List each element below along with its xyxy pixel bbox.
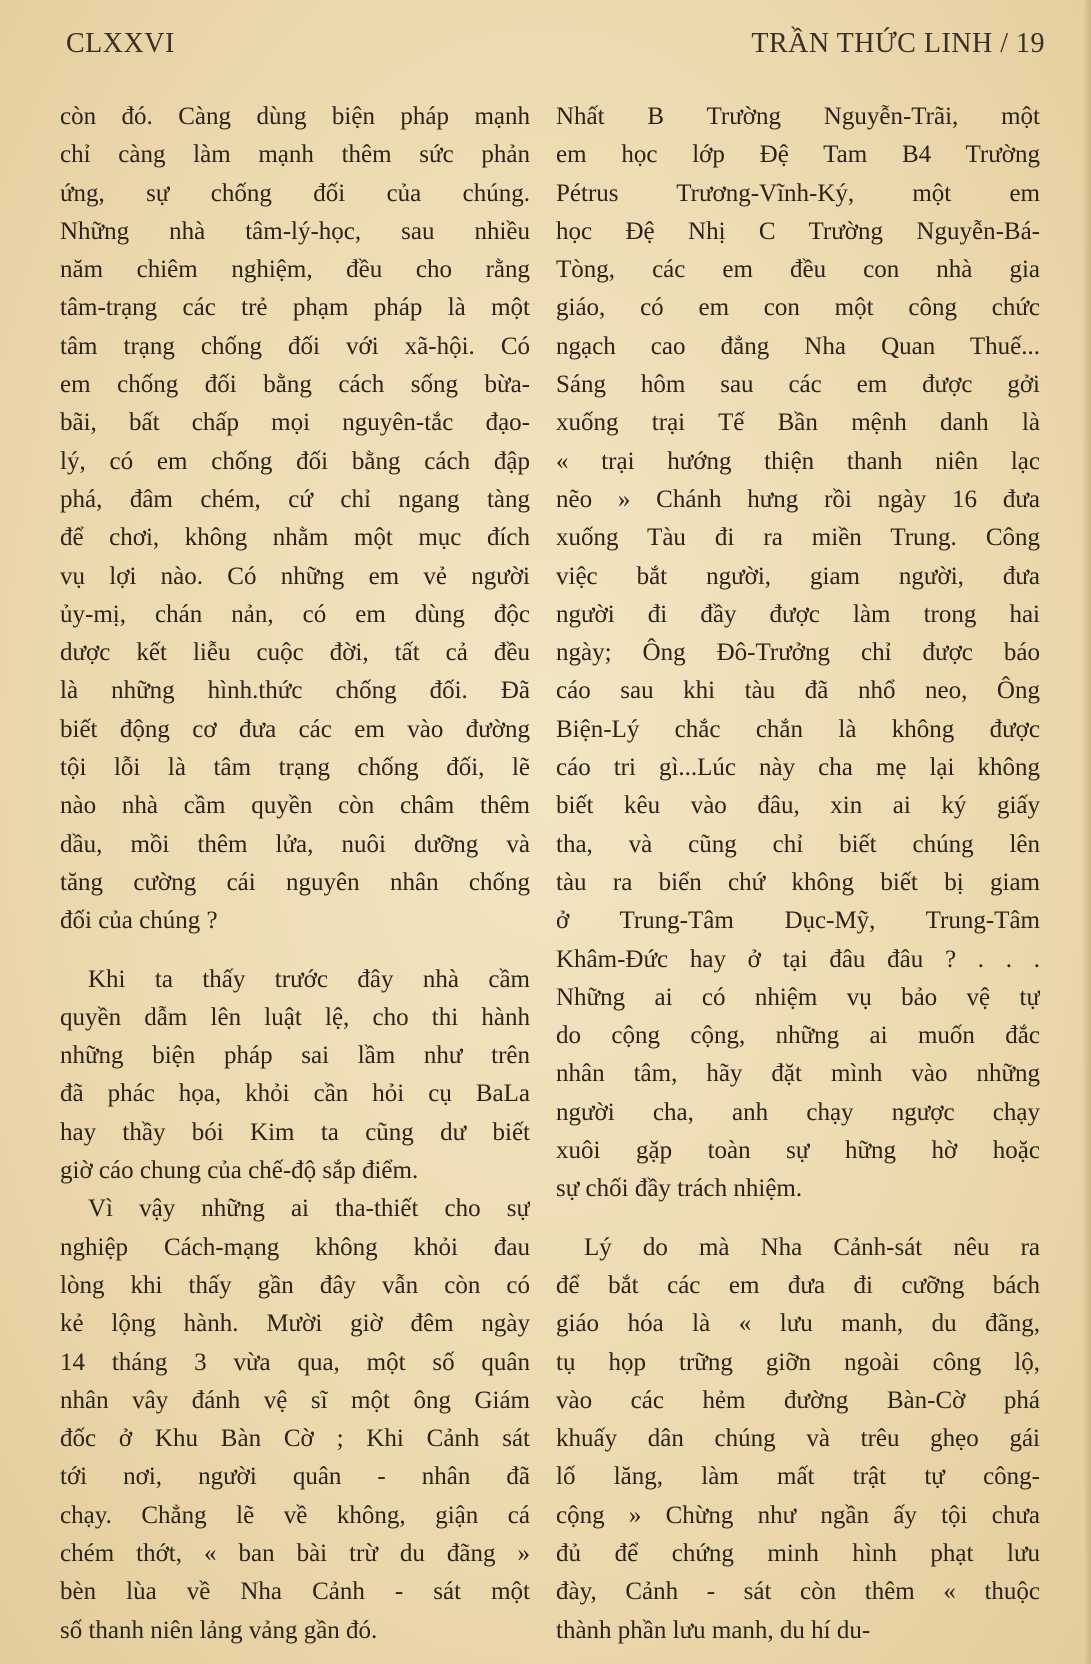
text-line: vào các hẻm đường Bàn-Cờ phá <box>556 1386 1040 1414</box>
text-line: để bắt các em đưa đi cưỡng bách <box>556 1271 1040 1299</box>
paragraph <box>556 1229 1040 1650</box>
text-line: ứng, sự chống đối của chúng. <box>60 179 530 207</box>
paragraph <box>60 98 530 941</box>
text-line: nghiệp Cách-mạng không khỏi đau <box>60 1233 530 1261</box>
text-line: sự chối đầy trách nhiệm. <box>556 1175 803 1203</box>
text-line: nào nhà cầm quyền còn châm thêm <box>60 792 530 820</box>
right-text-column <box>556 98 1040 1650</box>
text-line: Lý do mà Nha Cảnh-sát nêu ra <box>584 1233 1040 1261</box>
text-line: giờ cáo chung của chế-độ sắp điểm. <box>60 1157 419 1185</box>
text-line: lố lăng, làm mất trật tự công- <box>556 1463 1040 1491</box>
text-line: bãi, bất chấp mọi nguyên-tắc đạo- <box>60 409 530 437</box>
text-line: cộng » Chừng như ngần ấy tội chưa <box>556 1501 1040 1529</box>
page-header <box>66 28 1045 72</box>
text-line: tăng cường cái nguyên nhân chống <box>60 868 530 896</box>
text-line: chạy. Chẳng lẽ về không, giận cá <box>60 1501 530 1529</box>
text-line: ngạch cao đẳng Nha Quan Thuế... <box>556 332 1040 360</box>
text-line: để chơi, không nhằm một mục đích <box>60 524 530 552</box>
text-line: nẽo » Chánh hưng rồi ngày 16 đưa <box>556 485 1040 513</box>
text-line: tới nơi, người quân - nhân đã <box>60 1463 530 1491</box>
text-line: biết động cơ đưa các em vào đường <box>60 715 530 743</box>
text-line: đã phác họa, khỏi cần hỏi cụ BaLa <box>60 1080 530 1108</box>
text-line: tụ họp trững giỡn ngoài công lộ, <box>556 1348 1040 1376</box>
text-line: giáo hóa là « lưu manh, du đãng, <box>556 1310 1040 1338</box>
text-line: xuống Tàu đi ra miền Trung. Công <box>556 524 1040 552</box>
text-line: Biện-Lý chắc chắn là không được <box>556 715 1040 743</box>
text-line: Sáng hôm sau các em được gởi <box>556 371 1040 399</box>
text-line: giáo, có em con một công chức <box>556 294 1040 322</box>
text-line: Khâm-Đức hay ở tại đâu đâu ? . . . <box>556 945 1040 973</box>
text-line: hay thầy bói Kim ta cũng dư biết <box>60 1118 530 1146</box>
text-line: ủy-mị, chán nản, có em dùng độc <box>60 600 530 628</box>
text-line: còn đó. Càng dùng biện pháp mạnh <box>60 103 530 130</box>
text-line: Pétrus Trương-Vĩnh-Ký, một em <box>556 179 1040 207</box>
text-line: Những ai có nhiệm vụ bảo vệ tự <box>556 983 1040 1011</box>
text-line: phá, đâm chém, cứ chỉ ngang tàng <box>60 485 530 513</box>
text-line: vụ lợi nào. Có những em vẻ người <box>60 562 530 590</box>
text-line: dầu, mồi thêm lửa, nuôi dưỡng và <box>60 830 530 858</box>
text-line: Những nhà tâm-lý-học, sau nhiều <box>60 217 530 245</box>
text-line: nhân tâm, hãy đặt mình vào những <box>556 1060 1040 1088</box>
text-line: Tòng, các em đều con nhà gia <box>556 256 1040 284</box>
text-line: người cha, anh chạy ngược chạy <box>556 1098 1040 1126</box>
text-line: Khi ta thấy trước đây nhà cầm <box>88 965 530 993</box>
text-line: tâm-trạng các trẻ phạm pháp là một <box>60 294 530 322</box>
page-edge <box>1082 0 1091 1664</box>
text-line: năm chiêm nghiệm, đều cho rằng <box>60 256 530 284</box>
text-line: việc bắt người, giam người, đưa <box>556 562 1040 590</box>
text-line: người đi đầy được làm trong hai <box>556 600 1040 628</box>
text-line: lòng khi thấy gần đây vẫn còn có <box>60 1271 530 1299</box>
text-line: số thanh niên lảng vảng gần đó. <box>60 1616 378 1644</box>
text-line: đày, Cảnh - sát còn thêm « thuộc <box>556 1578 1040 1606</box>
text-line: xuôi gặp toàn sự hững hờ hoặc <box>556 1137 1040 1165</box>
text-line: bèn lùa về Nha Cảnh - sát một <box>60 1578 530 1606</box>
text-line: 14 tháng 3 vừa qua, một số quân <box>60 1348 530 1376</box>
text-line: ở Trung-Tâm Dục-Mỹ, Trung-Tâm <box>556 907 1040 935</box>
text-line: quyền dẫm lên luật lệ, cho thi hành <box>60 1003 530 1031</box>
text-line: ngày; Ông Đô-Trưởng chỉ được báo <box>556 639 1040 667</box>
text-line: Vì vậy những ai tha-thiết cho sự <box>88 1195 530 1223</box>
text-line: là những hình.thức chống đối. Đã <box>60 677 530 705</box>
paragraph <box>60 961 530 1191</box>
text-line: cáo sau khi tàu đã nhổ neo, Ông <box>556 677 1040 705</box>
text-line: Nhất B Trường Nguyễn-Trãi, một <box>556 103 1040 130</box>
paragraph <box>556 98 1040 1209</box>
text-line: khuấy dân chúng và trêu ghẹo gái <box>556 1425 1040 1453</box>
text-line: tội lỗi là tâm trạng chống đối, lẽ <box>60 754 530 782</box>
text-line: dược kết liễu cuộc đời, tất cả đều <box>60 639 530 667</box>
paragraph <box>60 1190 530 1650</box>
text-line: những biện pháp sai lầm như trên <box>60 1042 530 1070</box>
text-line: tàu ra biển chứ không biết bị giam <box>556 868 1040 896</box>
text-line: đối của chúng ? <box>60 907 218 935</box>
left-text-column <box>60 98 530 1650</box>
text-line: lý, có em chống đối bằng cách đập <box>60 447 530 475</box>
text-line: thành phần lưu manh, du hí du- <box>556 1616 871 1644</box>
text-line: chém thớt, « ban bài trừ du đãng » <box>60 1539 530 1567</box>
text-line: biết kêu vào đâu, xin ai ký giấy <box>556 792 1040 820</box>
text-line: đủ để chứng minh hình phạt lưu <box>556 1539 1040 1567</box>
text-line: tha, và cũng chỉ biết chúng lên <box>556 830 1040 858</box>
text-line: xuống trại Tế Bần mệnh danh là <box>556 409 1040 437</box>
text-line: em chống đối bằng cách sống bừa- <box>60 371 530 399</box>
text-line: kẻ lộng hành. Mười giờ đêm ngày <box>60 1310 530 1338</box>
text-line: đốc ở Khu Bàn Cờ ; Khi Cảnh sát <box>60 1425 530 1453</box>
paragraph-gap <box>556 1209 1040 1229</box>
paragraph-gap <box>60 941 530 961</box>
text-line: tâm trạng chống đối với xã-hội. Có <box>60 332 530 360</box>
text-line: nhân vây đánh vệ sĩ một ông Giám <box>60 1386 530 1414</box>
text-line: do cộng cộng, những ai muốn đắc <box>556 1022 1040 1050</box>
text-line: em học lớp Đệ Tam B4 Trường <box>556 141 1040 169</box>
text-line: cáo tri gì...Lúc này cha mẹ lại không <box>556 754 1040 782</box>
text-line: học Đệ Nhị C Trường Nguyễn-Bá- <box>556 217 1040 245</box>
chapter-number: CLXXVI <box>66 28 175 59</box>
author-page-number: TRẦN THỨC LINH / 19 <box>751 28 1045 59</box>
text-line: chỉ càng làm mạnh thêm sức phản <box>60 141 530 169</box>
text-line: « trại hướng thiện thanh niên lạc <box>556 447 1040 475</box>
